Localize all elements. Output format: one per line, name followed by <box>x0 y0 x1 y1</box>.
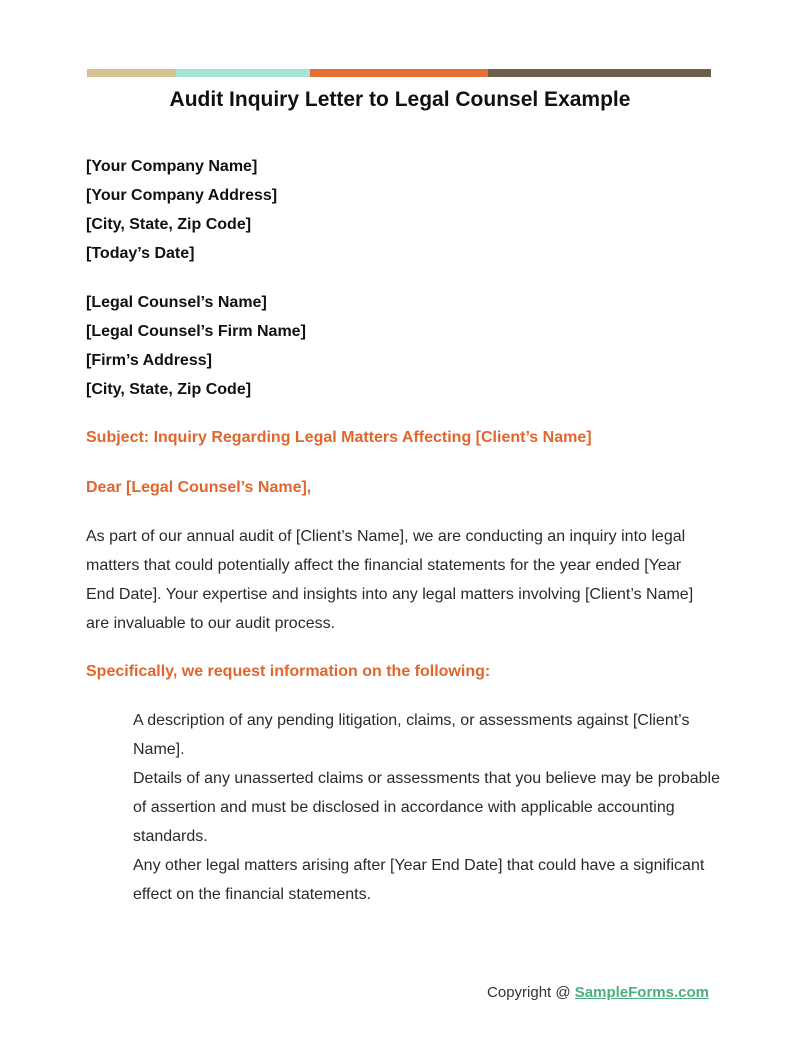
subject-line: Subject: Inquiry Regarding Legal Matters Affecting [Client’s Name] <box>86 429 592 446</box>
request-list <box>133 706 723 909</box>
recipient-firm-name: [Legal Counsel’s Firm Name] <box>86 323 306 340</box>
request-heading: Specifically, we request information on the following: <box>86 663 491 680</box>
letter-date: [Today’s Date] <box>86 245 195 262</box>
color-segment-tan <box>87 69 176 77</box>
color-segment-brown <box>488 69 711 77</box>
sampleforms-link[interactable]: SampleForms.com <box>574 984 709 1001</box>
color-segment-mint <box>176 69 310 77</box>
decorative-color-bar <box>87 69 711 77</box>
sender-address-block <box>86 152 726 268</box>
recipient-address-block <box>86 288 726 404</box>
salutation: Dear [Legal Counsel’s Name], <box>86 479 312 496</box>
copyright-prefix: Copyright @ <box>487 984 575 1001</box>
intro-paragraph: As part of our annual audit of [Client’s Name], we are conducting an inquiry into legal matters that could potentially affect the financial statements for the year ended [Year End Date]. Your expertise and insights into any legal matters involving [Client’s Name] are invaluable to our audit process. <box>86 528 694 632</box>
recipient-name: [Legal Counsel’s Name] <box>86 294 267 311</box>
color-segment-orange <box>310 69 488 77</box>
request-item-2: Details of any unasserted claims or assessments that you believe may be probable of assertion and must be disclosed in accordance with applicable accounting standards. <box>133 770 720 845</box>
recipient-city-state-zip: [City, State, Zip Code] <box>86 381 252 398</box>
page-title: Audit Inquiry Letter to Legal Counsel Example <box>169 88 631 111</box>
sender-company-address: [Your Company Address] <box>86 187 278 204</box>
copyright-footer <box>487 984 709 1001</box>
request-item-1: A description of any pending litigation, claims, or assessments against [Client’s Name]. <box>133 712 690 758</box>
request-item-3: Any other legal matters arising after [Year End Date] that could have a significant effect on the financial statements. <box>133 857 705 903</box>
sender-company-name: [Your Company Name] <box>86 158 258 175</box>
sender-city-state-zip: [City, State, Zip Code] <box>86 216 252 233</box>
recipient-firm-address: [Firm’s Address] <box>86 352 212 369</box>
